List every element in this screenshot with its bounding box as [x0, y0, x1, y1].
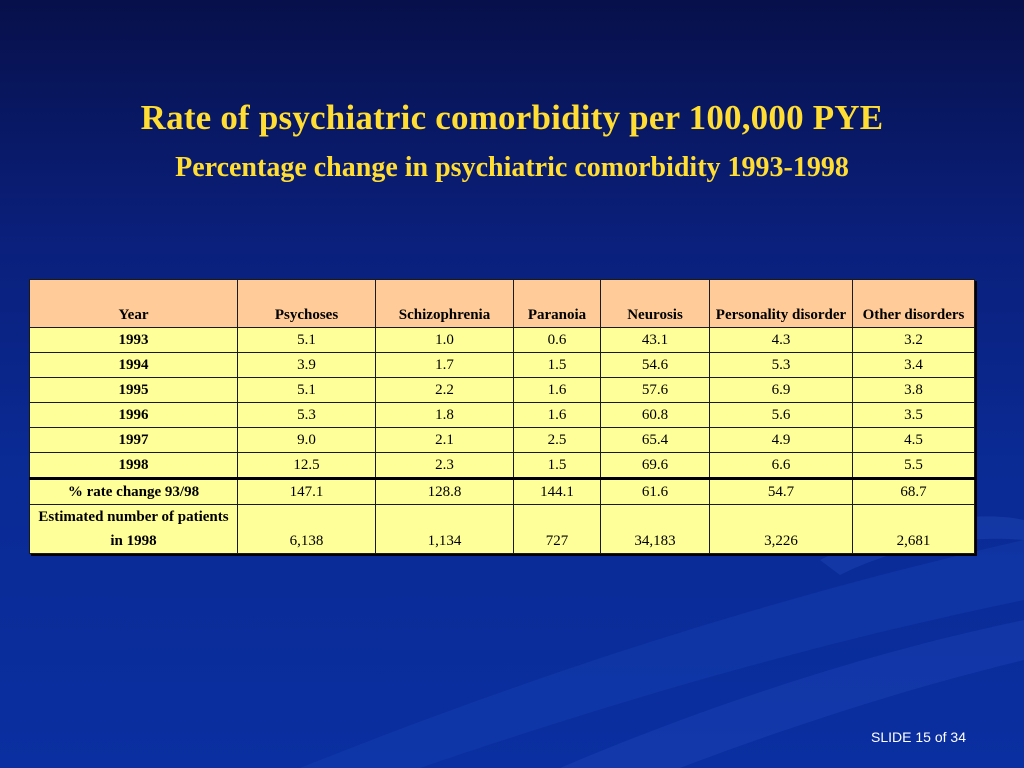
table-cell: 34,183 — [601, 505, 710, 554]
table-row — [30, 453, 975, 479]
table-cell: 2.5 — [514, 428, 601, 453]
table-cell: 1.7 — [376, 353, 514, 378]
table-cell: 54.6 — [601, 353, 710, 378]
table-cell: 6,138 — [238, 505, 376, 554]
rate-change-row — [30, 479, 975, 505]
slide-title: Rate of psychiatric comorbidity per 100,000 PYE — [140, 98, 884, 137]
row-label: Estimated number of patients in 1998 — [30, 505, 238, 554]
slide-number: SLIDE 15 of 34 — [871, 729, 966, 745]
header-row — [30, 280, 975, 328]
table-cell: 3.2 — [853, 328, 975, 353]
table-cell: 5.6 — [710, 403, 853, 428]
row-label: 1996 — [30, 403, 238, 428]
estimated-patients-row — [30, 505, 975, 554]
row-label: 1993 — [30, 328, 238, 353]
table-cell: 2,681 — [853, 505, 975, 554]
table-cell: 5.3 — [238, 403, 376, 428]
table-cell: 60.8 — [601, 403, 710, 428]
table-cell: 4.9 — [710, 428, 853, 453]
table-cell: 68.7 — [853, 479, 975, 505]
table-cell: 57.6 — [601, 378, 710, 403]
row-label: 1995 — [30, 378, 238, 403]
column-header-personality-disorder: Personality disorder — [710, 280, 853, 328]
row-label: 1998 — [30, 453, 238, 479]
table-row — [30, 353, 975, 378]
table-cell: 2.2 — [376, 378, 514, 403]
row-label: 1994 — [30, 353, 238, 378]
table-cell: 727 — [514, 505, 601, 554]
row-label: % rate change 93/98 — [30, 479, 238, 505]
table-cell: 2.3 — [376, 453, 514, 479]
table-cell: 1,134 — [376, 505, 514, 554]
table-cell: 3,226 — [710, 505, 853, 554]
table-cell: 43.1 — [601, 328, 710, 353]
slide-subtitle: Percentage change in psychiatric comorbidity 1993-1998 — [175, 152, 849, 183]
table-cell: 1.6 — [514, 403, 601, 428]
table-cell: 0.6 — [514, 328, 601, 353]
table-cell: 1.0 — [376, 328, 514, 353]
table-cell: 2.1 — [376, 428, 514, 453]
table-cell: 144.1 — [514, 479, 601, 505]
row-label: 1997 — [30, 428, 238, 453]
table-cell: 1.5 — [514, 453, 601, 479]
column-header-neurosis: Neurosis — [601, 280, 710, 328]
table-cell: 5.5 — [853, 453, 975, 479]
table-cell: 5.1 — [238, 328, 376, 353]
table-cell: 147.1 — [238, 479, 376, 505]
table-cell: 5.3 — [710, 353, 853, 378]
table-cell: 5.1 — [238, 378, 376, 403]
table-cell: 1.6 — [514, 378, 601, 403]
table-cell: 61.6 — [601, 479, 710, 505]
table-cell: 3.8 — [853, 378, 975, 403]
table-cell: 6.6 — [710, 453, 853, 479]
table-cell: 4.3 — [710, 328, 853, 353]
column-header-year: Year — [30, 280, 238, 328]
column-header-psychoses: Psychoses — [238, 280, 376, 328]
table-row — [30, 428, 975, 453]
table-cell: 12.5 — [238, 453, 376, 479]
table-cell: 3.9 — [238, 353, 376, 378]
table-cell: 3.5 — [853, 403, 975, 428]
table-cell: 4.5 — [853, 428, 975, 453]
table-cell: 1.5 — [514, 353, 601, 378]
table-cell: 128.8 — [376, 479, 514, 505]
comorbidity-table — [29, 279, 975, 554]
table-cell: 3.4 — [853, 353, 975, 378]
column-header-other-disorders: Other disorders — [853, 280, 975, 328]
table-row — [30, 403, 975, 428]
table-cell: 69.6 — [601, 453, 710, 479]
table-row — [30, 378, 975, 403]
table-cell: 54.7 — [710, 479, 853, 505]
table-cell: 9.0 — [238, 428, 376, 453]
table-cell: 65.4 — [601, 428, 710, 453]
column-header-schizophrenia: Schizophrenia — [376, 280, 514, 328]
table-cell: 1.8 — [376, 403, 514, 428]
table-row — [30, 328, 975, 353]
column-header-paranoia: Paranoia — [514, 280, 601, 328]
table-cell: 6.9 — [710, 378, 853, 403]
